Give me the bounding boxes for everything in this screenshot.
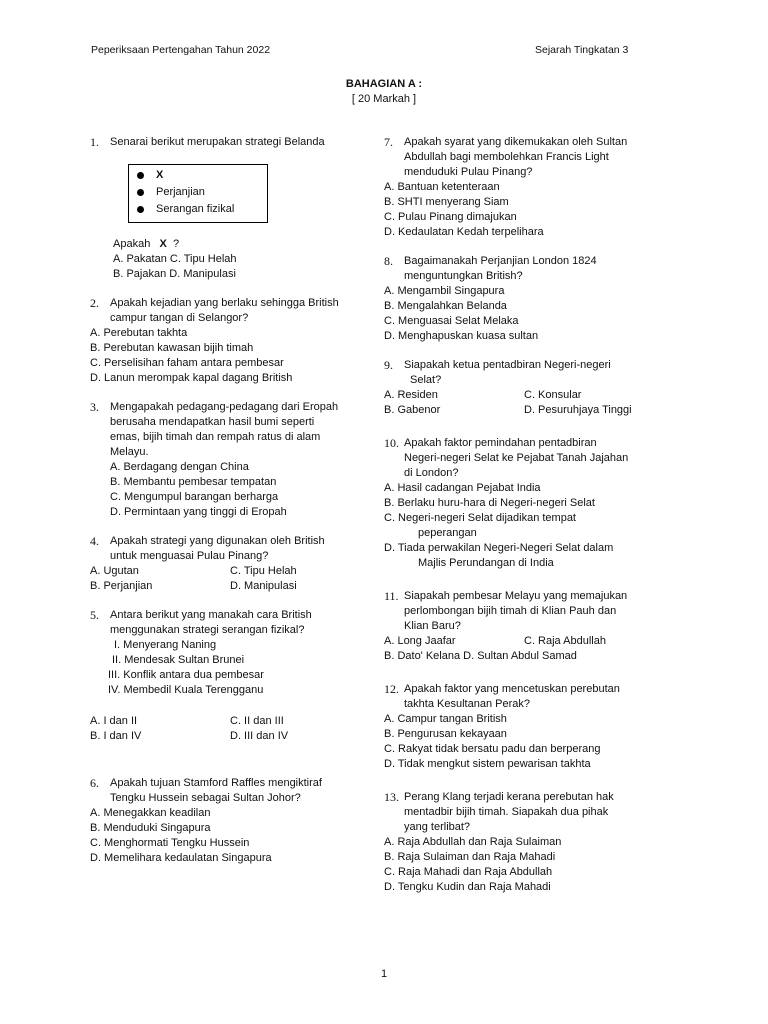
option-c[interactable]: C. Menghormati Tengku Hussein bbox=[90, 837, 250, 849]
option-d[interactable]: D. Permintaan yang tinggi di Eropah bbox=[110, 506, 287, 518]
question-number: 13. bbox=[384, 790, 399, 804]
question-12 bbox=[384, 682, 674, 772]
question-text-cont: takhta Kesultanan Perak? bbox=[404, 698, 530, 710]
question-text: Perang Klang terjadi kerana perebutan hak bbox=[404, 791, 614, 803]
question-4 bbox=[90, 534, 370, 594]
question-text-cont: Selat? bbox=[410, 374, 442, 386]
section-title: BAHAGIAN A : bbox=[345, 78, 423, 90]
question-text: Apakah strategi yang digunakan oleh British bbox=[110, 535, 325, 547]
bullet-icon bbox=[137, 172, 144, 179]
option-b[interactable]: B. SHTI menyerang Siam bbox=[384, 196, 509, 208]
option-d[interactable]: D. Lanun merompak kapal dagang British bbox=[90, 372, 293, 384]
option-b[interactable]: B. Raja Sulaiman dan Raja Mahadi bbox=[384, 851, 556, 863]
option-a[interactable]: A. Bantuan ketenteraan bbox=[384, 181, 500, 193]
question-number: 9. bbox=[384, 358, 393, 372]
question-ask bbox=[90, 237, 370, 252]
box-item-label: X bbox=[156, 169, 164, 181]
right-column bbox=[384, 135, 674, 909]
option-b[interactable]: B. Gabenor bbox=[384, 404, 441, 416]
ask-x: X bbox=[159, 238, 167, 250]
question-text-cont: emas, bijih timah dan rempah ratus di alam bbox=[110, 431, 321, 443]
question-5 bbox=[90, 608, 370, 744]
question-text: Antara berikut yang manakah cara British bbox=[110, 609, 312, 621]
option-c[interactable]: C. Rakyat tidak bersatu padu dan berperang bbox=[384, 743, 601, 755]
bullet-icon bbox=[137, 206, 144, 213]
question-text: Apakah kejadian yang berlaku sehingga British bbox=[110, 297, 339, 309]
strategy-list-box bbox=[128, 164, 268, 223]
ask-mark: ? bbox=[172, 238, 180, 250]
statement-item: II. Mendesak Sultan Brunei bbox=[112, 654, 245, 666]
question-13 bbox=[384, 790, 674, 895]
option-d[interactable]: D. Tiada perwakilan Negeri-Negeri Selat dalam bbox=[384, 542, 614, 554]
option-c[interactable]: C. Konsular bbox=[524, 389, 582, 401]
option-c-cont: peperangan bbox=[418, 527, 477, 539]
option-b-d[interactable]: B. Dato' Kelana D. Sultan Abdul Samad bbox=[384, 650, 577, 662]
option-d[interactable]: D. Manipulasi bbox=[230, 580, 297, 592]
option-d-cont: Majlis Perundangan di India bbox=[418, 557, 554, 569]
option-b[interactable]: B. Perjanjian bbox=[90, 580, 153, 592]
statement-item: III. Konflik antara dua pembesar bbox=[108, 669, 264, 681]
question-1 bbox=[90, 135, 370, 282]
question-text-cont: di London? bbox=[404, 467, 459, 479]
question-number: 7. bbox=[384, 135, 393, 149]
question-text-cont: Abdullah bagi membolehkan Francis Light bbox=[404, 151, 609, 163]
option-b[interactable]: B. Pengurusan kekayaan bbox=[384, 728, 507, 740]
option-a[interactable]: A. Residen bbox=[384, 389, 438, 401]
box-item-label: Perjanjian bbox=[156, 186, 205, 198]
question-text: Senarai berikut merupakan strategi Belanda bbox=[110, 136, 325, 148]
option-a[interactable]: A. Long Jaafar bbox=[384, 635, 456, 647]
header-right: Sejarah Tingkatan 3 bbox=[535, 44, 629, 56]
option-b[interactable]: B. Membantu pembesar tempatan bbox=[110, 476, 277, 488]
box-item-label: Serangan fizikal bbox=[156, 203, 235, 215]
option-c[interactable]: C. Perselisihan faham antara pembesar bbox=[90, 357, 284, 369]
question-number: 6. bbox=[90, 776, 99, 790]
section-marks: [ 20 Markah ] bbox=[351, 93, 417, 105]
question-number: 2. bbox=[90, 296, 99, 310]
option-c[interactable]: C. Raja Abdullah bbox=[524, 635, 606, 647]
question-text: Siapakah ketua pentadbiran Negeri-negeri bbox=[404, 359, 611, 371]
question-6 bbox=[90, 776, 370, 866]
left-column bbox=[90, 135, 370, 880]
option-b[interactable]: B. Berlaku huru-hara di Negeri-negeri Selat bbox=[384, 497, 595, 509]
option-c[interactable]: C. Menguasai Selat Melaka bbox=[384, 315, 519, 327]
question-number: 5. bbox=[90, 608, 99, 622]
option-d[interactable]: D. Menghapuskan kuasa sultan bbox=[384, 330, 539, 342]
page-number: 1 bbox=[380, 968, 388, 980]
question-text-cont: untuk menguasai Pulau Pinang? bbox=[110, 550, 269, 562]
box-item bbox=[137, 201, 267, 218]
statement-item: IV. Membedil Kuala Terengganu bbox=[108, 684, 264, 696]
question-10 bbox=[384, 436, 674, 571]
question-text: Apakah faktor yang mencetuskan perebutan bbox=[404, 683, 620, 695]
question-text-cont: perlombongan bijih timah di Klian Pauh dan bbox=[404, 605, 617, 617]
question-text: Apakah tujuan Stamford Raffles mengiktiraf bbox=[110, 777, 322, 789]
option-b[interactable]: B. I dan IV bbox=[90, 730, 142, 742]
question-9 bbox=[384, 358, 674, 418]
question-7 bbox=[384, 135, 674, 240]
question-text: Apakah syarat yang dikemukakan oleh Sultan bbox=[404, 136, 628, 148]
option-d[interactable]: D. Memelihara kedaulatan Singapura bbox=[90, 852, 272, 864]
option-c[interactable]: C. Pulau Pinang dimajukan bbox=[384, 211, 517, 223]
option-a[interactable]: A. Ugutan bbox=[90, 565, 139, 577]
option-d[interactable]: D. III dan IV bbox=[230, 730, 289, 742]
option-a[interactable]: A. Perebutan takhta bbox=[90, 327, 188, 339]
question-text-cont: Melayu. bbox=[110, 446, 149, 458]
question-8 bbox=[384, 254, 674, 344]
option-d[interactable]: D. Kedaulatan Kedah terpelihara bbox=[384, 226, 544, 238]
question-number: 1. bbox=[90, 135, 99, 149]
ask-text: Apakah bbox=[113, 238, 151, 250]
option-b[interactable]: B. Perebutan kawasan bijih timah bbox=[90, 342, 254, 354]
option-d[interactable]: D. Tengku Kudin dan Raja Mahadi bbox=[384, 881, 551, 893]
question-text-cont: campur tangan di Selangor? bbox=[110, 312, 249, 324]
option-d[interactable]: D. Tidak mengkut sistem pewarisan takhta bbox=[384, 758, 591, 770]
option-a[interactable]: A. Mengambil Singapura bbox=[384, 285, 505, 297]
question-text: Bagaimanakah Perjanjian London 1824 bbox=[404, 255, 597, 267]
bullet-icon bbox=[137, 189, 144, 196]
question-number: 12. bbox=[384, 682, 399, 696]
question-number: 4. bbox=[90, 534, 99, 548]
question-text: Siapakah pembesar Melayu yang memajukan bbox=[404, 590, 628, 602]
question-11 bbox=[384, 589, 674, 664]
question-text-cont: Tengku Hussein sebagai Sultan Johor? bbox=[110, 792, 301, 804]
statement-item: I. Menyerang Naning bbox=[114, 639, 217, 651]
option-c[interactable]: C. Tipu Helah bbox=[230, 565, 297, 577]
option-a[interactable]: A. Hasil cadangan Pejabat India bbox=[384, 482, 541, 494]
option-c[interactable]: C. Mengumpul barangan berharga bbox=[110, 491, 279, 503]
option-c[interactable]: C. II dan III bbox=[230, 715, 284, 727]
box-item bbox=[137, 167, 267, 184]
option-b[interactable]: B. Menduduki Singapura bbox=[90, 822, 211, 834]
option-a[interactable]: A. Raja Abdullah dan Raja Sulaiman bbox=[384, 836, 562, 848]
question-text-cont: mentadbir bijih timah. Siapakah dua pihak bbox=[404, 806, 609, 818]
question-number: 10. bbox=[384, 436, 399, 450]
question-3 bbox=[90, 400, 370, 520]
question-2 bbox=[90, 296, 370, 386]
option-c[interactable]: C. Raja Mahadi dan Raja Abdullah bbox=[384, 866, 553, 878]
question-text-cont: Negeri-negeri Selat ke Pejabat Tanah Jajahan bbox=[404, 452, 629, 464]
option-a[interactable]: A. I dan II bbox=[90, 715, 138, 727]
question-text-cont: Klian Baru? bbox=[404, 620, 461, 632]
question-text-cont: menggunakan strategi serangan fizikal? bbox=[110, 624, 305, 636]
option-a[interactable]: A. Menegakkan keadilan bbox=[90, 807, 211, 819]
question-number: 8. bbox=[384, 254, 393, 268]
question-text-cont: yang terlibat? bbox=[404, 821, 471, 833]
option-c[interactable]: C. Negeri-negeri Selat dijadikan tempat bbox=[384, 512, 576, 524]
option-row[interactable]: B. Pajakan D. Manipulasi bbox=[113, 268, 236, 280]
question-text: Mengapakah pedagang-pedagang dari Eropah bbox=[110, 401, 339, 413]
question-text-cont: menguntungkan British? bbox=[404, 270, 523, 282]
question-text-cont: menduduki Pulau Pinang? bbox=[404, 166, 533, 178]
question-number: 3. bbox=[90, 400, 99, 414]
question-number: 11. bbox=[384, 589, 399, 603]
question-text: Apakah faktor pemindahan pentadbiran bbox=[404, 437, 597, 449]
option-b[interactable]: B. Mengalahkan Belanda bbox=[384, 300, 507, 312]
option-d[interactable]: D. Pesuruhjaya Tinggi bbox=[524, 404, 632, 416]
option-a[interactable]: A. Campur tangan British bbox=[384, 713, 507, 725]
header-left: Peperiksaan Pertengahan Tahun 2022 bbox=[91, 44, 271, 56]
option-a[interactable]: A. Berdagang dengan China bbox=[110, 461, 249, 473]
box-item bbox=[137, 184, 267, 201]
option-row[interactable]: A. Pakatan C. Tipu Helah bbox=[113, 253, 237, 265]
question-text-cont: berusaha mendapatkan hasil bumi seperti bbox=[110, 416, 315, 428]
